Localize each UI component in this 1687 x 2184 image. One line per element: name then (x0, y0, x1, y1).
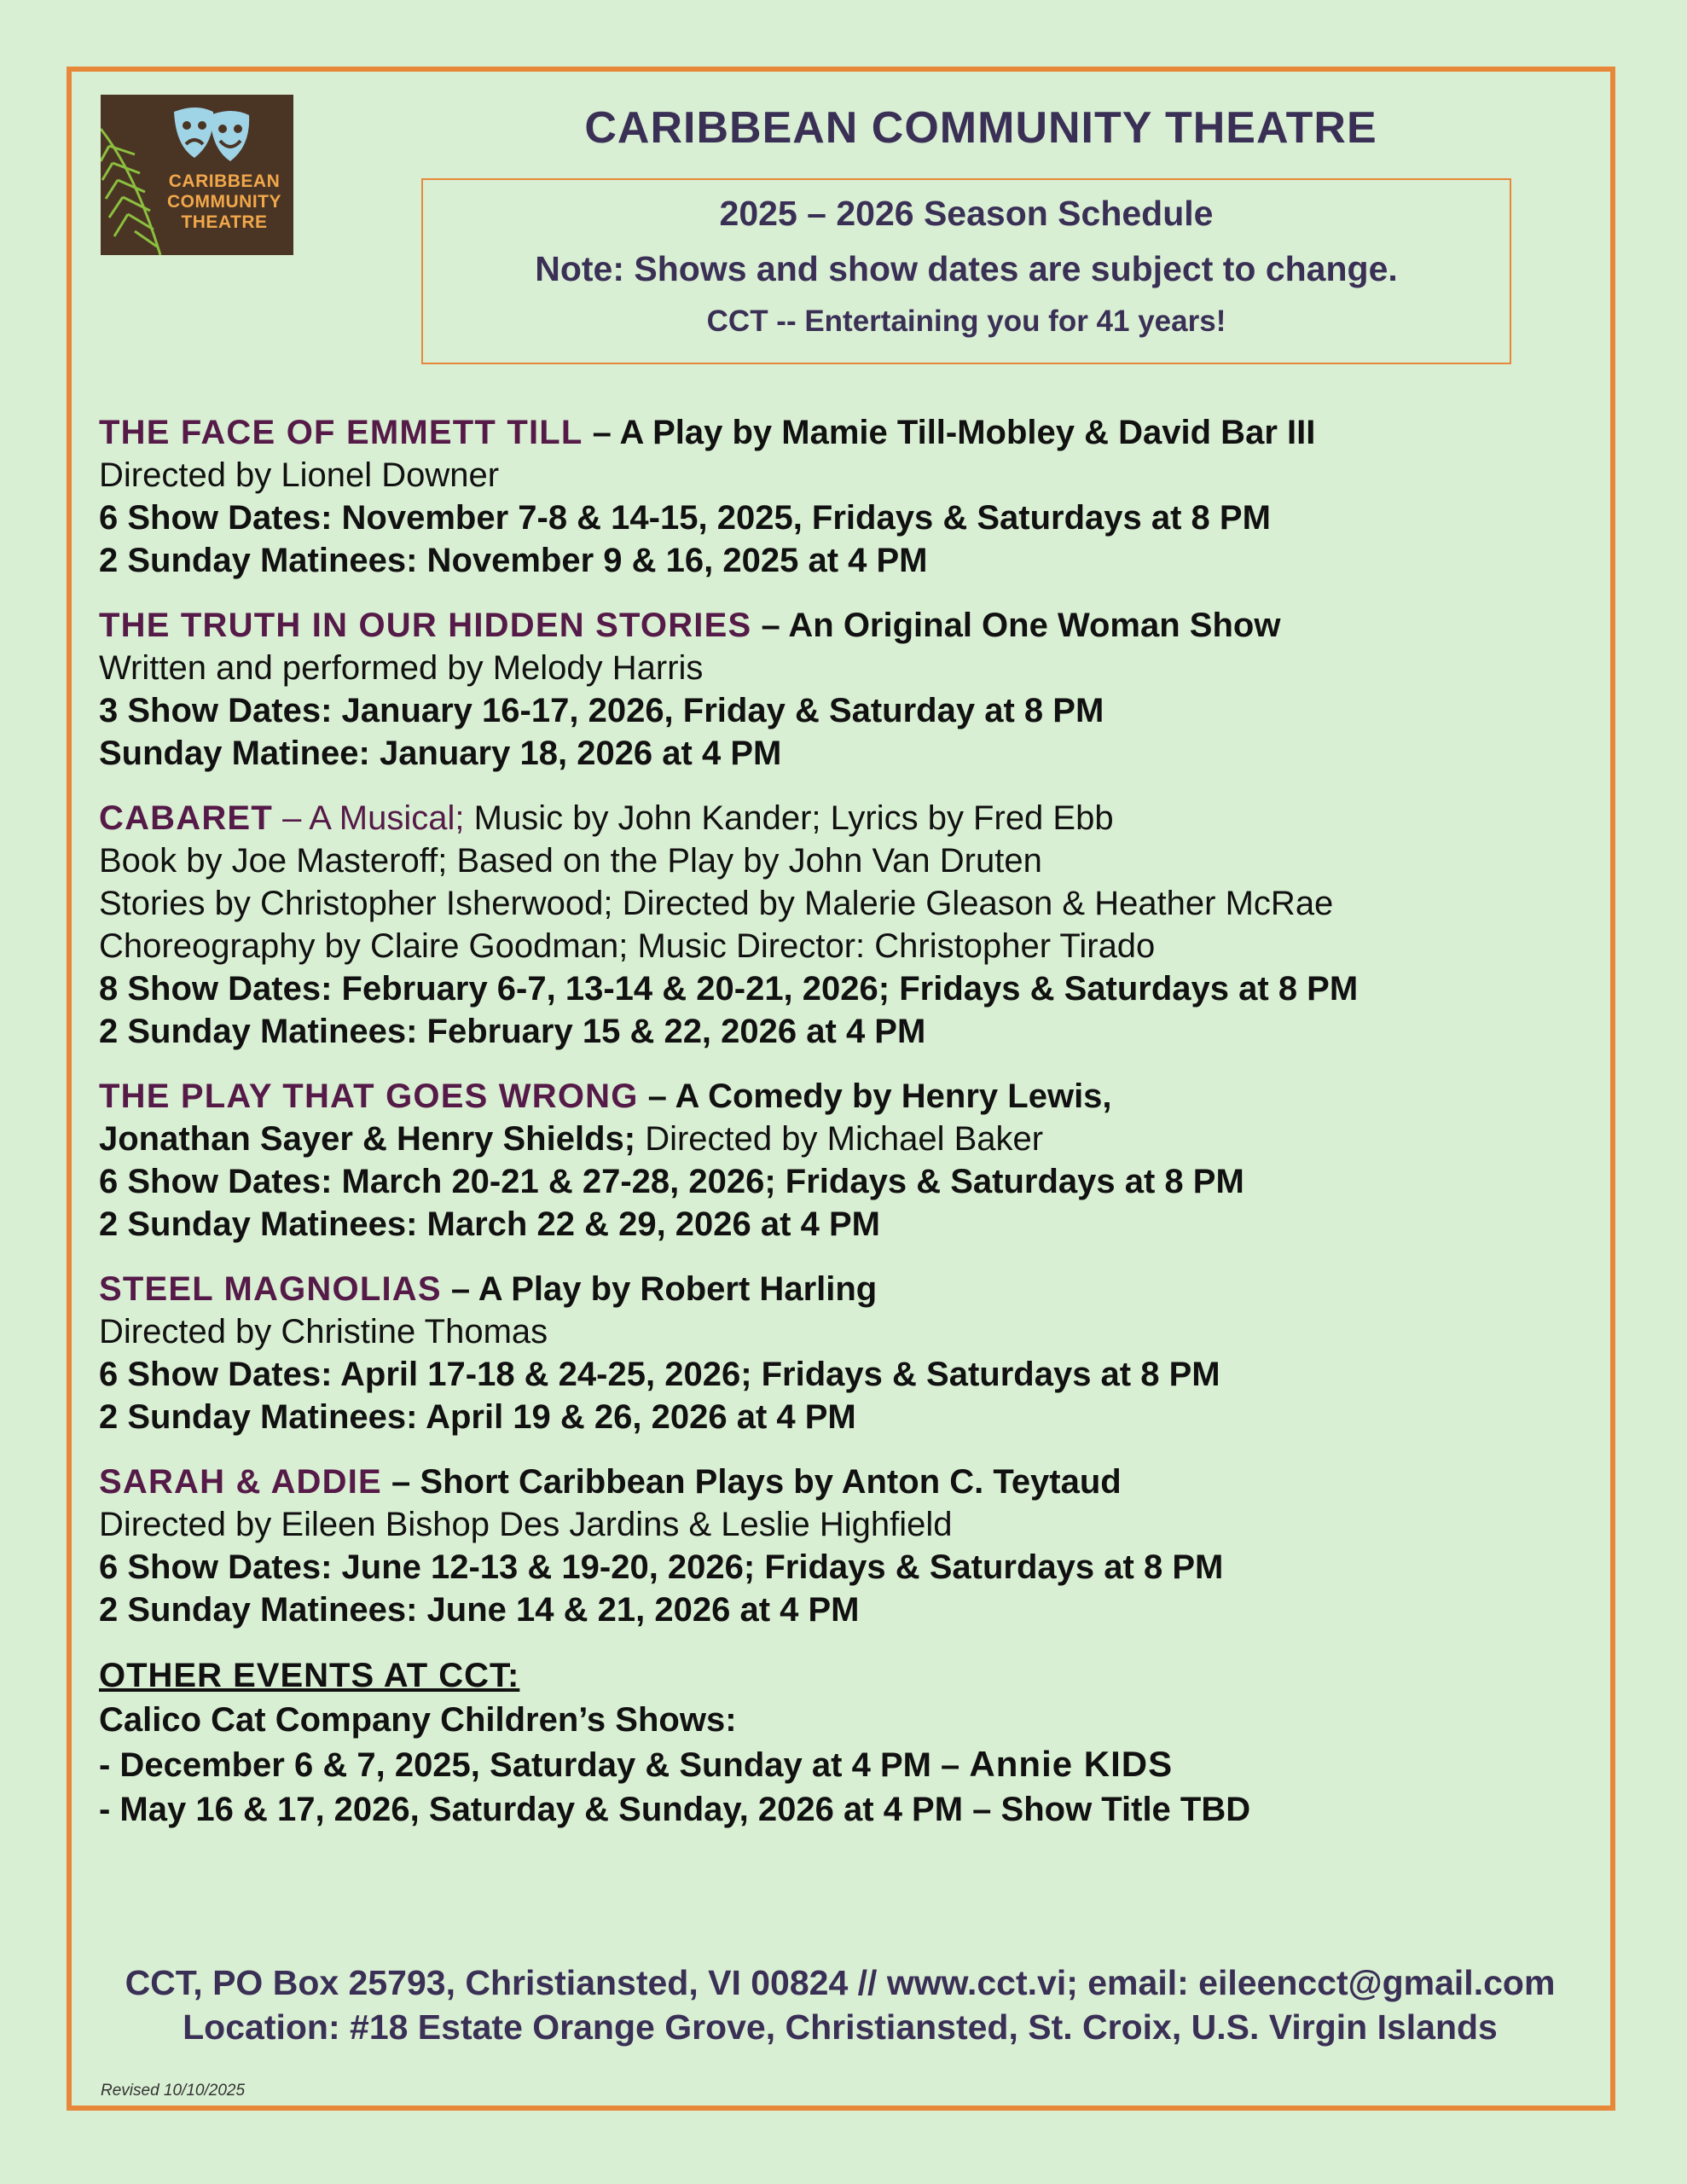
show-entry-steel-magnolias (99, 1268, 1600, 1438)
show-credit: Choreography by Claire Goodman; Music Director: Christopher Tirado (99, 927, 1156, 965)
show-title: THE TRUTH IN OUR HIDDEN STORIES (99, 607, 752, 644)
show-subtitle: – A Comedy by Henry Lewis, (638, 1077, 1112, 1115)
show-dates: 8 Show Dates: February 6-7, 13-14 & 20-21, 2026; Fridays & Saturdays at 8 PM (99, 970, 1359, 1008)
event-item: - May 16 & 17, 2026, Saturday & Sunday, 2026 at 4 PM – Show Title TBD (99, 1791, 1251, 1828)
logo-wordmark (167, 171, 281, 233)
show-dates: 6 Show Dates: November 7-8 & 14-15, 2025, Fridays & Saturdays at 8 PM (99, 499, 1271, 537)
show-dates: 6 Show Dates: March 20-21 & 27-28, 2026; Fridays & Saturdays at 8 PM (99, 1163, 1244, 1200)
season-header-box (421, 178, 1511, 364)
theatre-location: Location: #18 Estate Orange Grove, Christiansted, St. Croix, U.S. Virgin Islands (183, 2007, 1498, 2047)
show-matinee: Sunday Matinee: January 18, 2026 at 4 PM (99, 735, 782, 772)
show-credit: Written and performed by Melody Harris (99, 649, 704, 687)
tagline: CCT -- Entertaining you for 41 years! (706, 305, 1226, 338)
show-credit: Book by Joe Masteroff; Based on the Play by John Van Druten (99, 842, 1042, 880)
show-dates: 6 Show Dates: June 12-13 & 19-20, 2026; Fridays & Saturdays at 8 PM (99, 1548, 1224, 1586)
show-subtitle: – An Original One Woman Show (751, 607, 1281, 644)
show-subtitle: – Short Caribbean Plays by Anton C. Teytaud (381, 1463, 1122, 1501)
contact-footer (68, 1960, 1612, 2049)
show-subtitle: – A Play by Mamie Till-Mobley & David Bar III (583, 414, 1316, 451)
org-title: CARIBBEAN COMMUNITY THEATRE (584, 103, 1377, 153)
event-details: - December 6 & 7, 2025, Saturday & Sunday at 4 PM – (99, 1746, 970, 1784)
heading-colon: : (507, 1657, 520, 1694)
show-subtitle: – A Play by Robert Harling (441, 1270, 878, 1308)
schedule-note: Note: Shows and show dates are subject to change. (535, 249, 1398, 288)
revised-date: Revised 10/10/2025 (101, 2082, 246, 2100)
show-credit: Directed by Michael Baker (635, 1120, 1044, 1158)
event-item (99, 1742, 1600, 1787)
event-title: Annie KIDS (969, 1744, 1174, 1784)
season-title: 2025 – 2026 Season Schedule (719, 194, 1214, 233)
theatre-logo (101, 95, 293, 255)
show-matinee: 2 Sunday Matinees: February 15 & 22, 2026 at 4 PM (99, 1013, 926, 1050)
show-credit: Stories by Christopher Isherwood; Directed by Malerie Gleason & Heather McRae (99, 885, 1334, 922)
show-title: SARAH & ADDIE (99, 1463, 382, 1501)
show-credit: Directed by Eileen Bishop Des Jardins & Leslie Highfield (99, 1506, 953, 1543)
logo-text-line: CARIBBEAN (168, 171, 281, 191)
logo-text-line: THEATRE (181, 212, 268, 232)
other-events-section (99, 1653, 1600, 1832)
other-events-heading (99, 1653, 1600, 1698)
show-dates: 3 Show Dates: January 16-17, 2026, Friday & Saturday at 8 PM (99, 692, 1104, 729)
show-entry-hidden-stories (99, 604, 1600, 775)
other-events-heading-text: OTHER EVENTS AT CCT (99, 1657, 508, 1694)
show-matinee: 2 Sunday Matinees: November 9 & 16, 2025 at 4 PM (99, 542, 928, 579)
show-matinee: 2 Sunday Matinees: June 14 & 21, 2026 at 4 PM (99, 1591, 860, 1629)
show-subtitle: Jonathan Sayer & Henry Shields; (99, 1120, 636, 1158)
show-entry-emmett-till (99, 411, 1600, 582)
show-dates: 6 Show Dates: April 17-18 & 24-25, 2026; Fridays & Saturdays at 8 PM (99, 1356, 1220, 1393)
contact-address: CCT, PO Box 25793, Christiansted, VI 00824 // www.cct.vi; email: eileencct@gmail.com (125, 1963, 1556, 2002)
show-entry-cabaret (99, 797, 1600, 1053)
childrens-company: Calico Cat Company Children’s Shows: (99, 1701, 737, 1739)
show-list (99, 411, 1600, 1832)
comedy-tragedy-masks-icon (174, 107, 249, 161)
show-title: THE FACE OF EMMETT TILL (99, 414, 583, 451)
show-title: THE PLAY THAT GOES WRONG (99, 1077, 639, 1115)
show-credit: Directed by Christine Thomas (99, 1313, 548, 1350)
show-subtitle: Music by John Kander; Lyrics by Fred Ebb (464, 799, 1114, 837)
show-title: STEEL MAGNOLIAS (99, 1270, 442, 1308)
show-matinee: 2 Sunday Matinees: March 22 & 29, 2026 at 4 PM (99, 1205, 880, 1243)
show-entry-play-that-goes-wrong (99, 1075, 1600, 1246)
show-title: CABARET (99, 799, 273, 837)
show-genre: – A Musical; (272, 799, 465, 837)
show-credit: Directed by Lionel Downer (99, 456, 500, 494)
logo-text-line: COMMUNITY (167, 192, 281, 212)
show-entry-sarah-addie (99, 1461, 1600, 1631)
show-matinee: 2 Sunday Matinees: April 19 & 26, 2026 at 4 PM (99, 1398, 856, 1436)
